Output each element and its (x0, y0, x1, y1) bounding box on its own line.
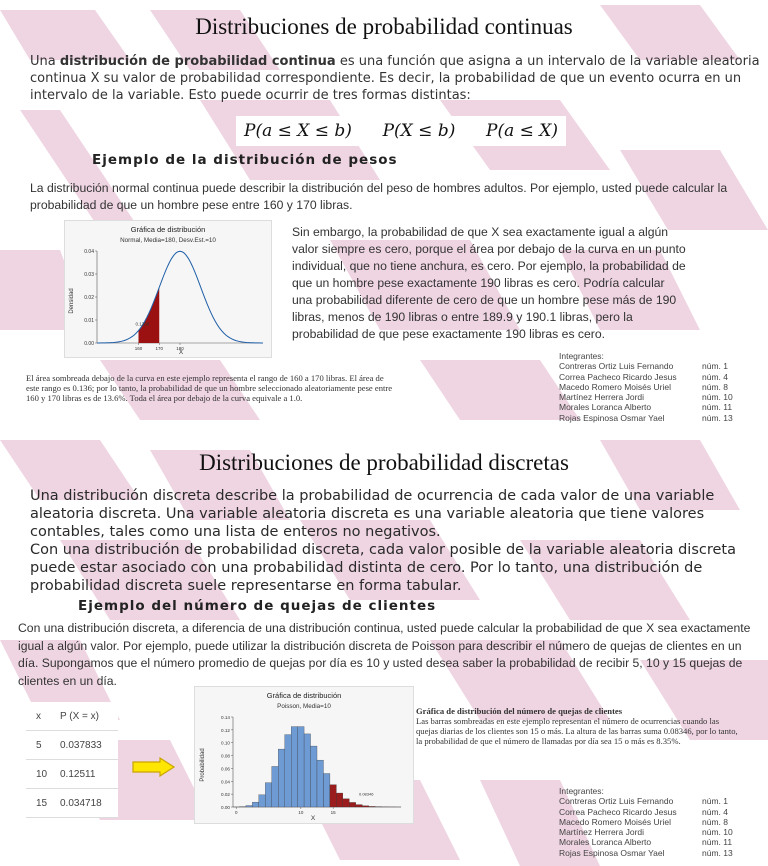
table-cell: 0.037833 (59, 731, 118, 760)
intro-text-end: es una función que asigna a un intervalo de la variable aleatoria continua X su valor de probabilidad correspondiente. Es decir, la probabilidad de que un evento ocurra en un intervalo de la variable. Esto puede ocurrir de tres formas distintas: (30, 54, 760, 103)
team-member (559, 817, 759, 827)
x-tick-label: 0 (234, 810, 238, 815)
bar (317, 760, 323, 807)
chart-subtitle: Poisson, Media=10 (277, 703, 331, 710)
team-member (559, 382, 759, 392)
member-name: Martínez Herrera Jordi (559, 392, 645, 403)
member-name: Macedo Romero Moisés Uriel (559, 381, 671, 392)
table-header: x (26, 702, 59, 731)
y-tick-label: 0.02 (84, 295, 94, 301)
member-name: Contreras Ortiz Luis Fernando (559, 361, 674, 372)
bar (330, 785, 336, 807)
bar (278, 749, 284, 807)
density-curve (97, 251, 263, 343)
y-tick-label: 0.04 (84, 249, 94, 255)
member-name: Morales Loranca Alberto (559, 837, 652, 848)
bar (272, 766, 278, 807)
member-number: núm. 11 (702, 402, 733, 413)
member-number: núm. 8 (702, 816, 728, 827)
table-row (26, 731, 118, 760)
section1-intro (30, 53, 765, 104)
poisson-chart (195, 687, 413, 823)
bar (304, 734, 310, 807)
table-cell: 10 (26, 760, 59, 789)
x-tick-label: 160 (134, 346, 143, 351)
y-axis-label: Densidad (69, 288, 75, 314)
bar (362, 806, 368, 807)
intro-bold-term: distribución de probabilidad continua (59, 54, 336, 69)
table-cell: 15 (26, 789, 59, 818)
table-cell: 0.12511 (59, 760, 118, 789)
section2-intro-1: Una distribución discreta describe la probabilidad de ocurrencia de cada valor de una variable aleatoria discreta. Una variable aleatoria discreta es una variable aleatoria que tiene valores contables, tales como una lista de enteros no negativos. (30, 488, 715, 540)
x-tick-label: 170 (155, 346, 164, 351)
team-list-1 (559, 351, 759, 423)
team-label: Integrantes: (559, 351, 604, 361)
side-explanation: Sin embargo, la probabilidad de que X sea exactamente igual a algún valor siempre es cero, porque el área por debajo de la curva en un punto individual, que no tiene anchura, es cero. Por ejemplo, la probabilidad de que un hombre pese exactamente 190 libras es cero. Podría calcular una probabilidad diferente de cero de que un hombre pese más de 190 libras, menos de 190 libras o entre 189.9 y 190.1 libras, pero la probabilidad de que pese exactamente 190 libras es cero. (292, 225, 686, 341)
chart-subtitle: Normal, Media=180, Desv.Est.=10 (120, 237, 216, 244)
y-tick-label: 0.10 (221, 740, 230, 746)
member-name: Contreras Ortiz Luis Fernando (559, 796, 674, 807)
section1-title: Distribuciones de probabilidad continuas (195, 14, 573, 39)
y-tick-label: 0.06 (221, 766, 230, 772)
team-member (559, 796, 759, 806)
arrow-right-icon (132, 757, 176, 777)
table-header: P (X = x) (59, 702, 118, 731)
y-tick-label: 0.00 (221, 805, 230, 810)
y-tick-label: 0.01 (84, 318, 94, 324)
poisson-chart-panel (194, 686, 414, 824)
member-number: núm. 11 (702, 837, 733, 848)
normal-caption: El área sombreada debajo de la curva en este ejemplo representa el rango de 160 a 170 libras. El área de este rango es 0.136; por lo tanto, la probabilidad de que un hombre seleccionado aleatoriamente pese entre 160 y 170 libras es de 13.6%. Toda el área por debajo de la curva equivale a 1.0. (26, 373, 393, 403)
probability-table (26, 702, 118, 818)
example1-heading: Ejemplo de la distribución de pesos (92, 152, 398, 168)
team-member (559, 837, 759, 847)
bar (259, 795, 265, 807)
team-member (559, 361, 759, 371)
team-member (559, 402, 759, 412)
example1-text: La distribución normal continua puede describir la distribución del peso de hombres adultos. Por ejemplo, usted puede calcular la probabilidad de que un hombre pese entre 160 y 170 libras. (30, 181, 728, 212)
member-number: núm. 4 (702, 806, 728, 817)
bar (336, 793, 342, 807)
bar (252, 802, 258, 807)
y-tick-label: 0.03 (84, 272, 94, 278)
member-name: Correa Pacheco Ricardo Jesus (559, 371, 677, 382)
table-row (26, 760, 118, 789)
bar (246, 806, 252, 807)
member-number: núm. 1 (702, 361, 728, 372)
member-number: núm. 10 (702, 827, 733, 838)
table-header-row (26, 702, 118, 731)
formula-1: P(a ≤ X ≤ b) (244, 121, 352, 141)
team-member (559, 413, 759, 423)
example2-heading: Ejemplo del número de quejas de clientes (78, 598, 437, 614)
chart-title: Gráfica de distribución (130, 225, 206, 234)
y-tick-label: 0.08 (221, 753, 230, 759)
x-axis-label: X (310, 815, 316, 822)
formula-2: P(X ≤ b) (382, 121, 456, 141)
team-list-2 (559, 786, 759, 858)
chart-title: Gráfica de distribución (266, 691, 342, 700)
formula-box (236, 116, 566, 146)
team-member (559, 848, 759, 858)
poisson-caption (416, 706, 741, 746)
member-name: Macedo Romero Moisés Uriel (559, 816, 671, 827)
poisson-caption-body: Las barras sombreadas en este ejemplo representan el número de ocurrencias cuando las quejas diarias de los clientes son 15 o más. La altura de las barras suma 0.08346, por lo tanto, la probabilidad de que el número de llamadas por día sea 15 o más es 8.35%. (416, 716, 738, 746)
bar (265, 783, 271, 807)
bar (311, 746, 317, 807)
member-number: núm. 10 (702, 392, 733, 403)
table-row (26, 789, 118, 818)
member-name: Rojas Espinosa Osmar Yael (559, 847, 665, 858)
y-tick-label: 0.00 (84, 341, 94, 347)
probability-table-wrap (26, 702, 118, 818)
bar (285, 735, 291, 807)
y-tick-label: 0.02 (221, 792, 230, 798)
poisson-caption-title: Gráfica de distribución del número de quejas de clientes (416, 706, 623, 716)
shaded-area-label: 0.1359 (135, 321, 150, 327)
team-member (559, 827, 759, 837)
member-name: Martínez Herrera Jordi (559, 827, 645, 838)
y-tick-label: 0.04 (221, 779, 230, 785)
bar (369, 806, 375, 807)
bar (349, 802, 355, 807)
table-cell: 5 (26, 731, 59, 760)
intro-text-start: Una (30, 54, 60, 69)
member-number: núm. 1 (702, 796, 728, 807)
team-label: Integrantes: (559, 786, 604, 796)
shaded-sum-label: 0.08346 (359, 791, 374, 797)
member-name: Morales Loranca Alberto (559, 402, 652, 413)
x-tick-label: 180 (176, 346, 184, 351)
bar (298, 727, 304, 807)
example2-text: Con una distribución discreta, a diferencia de una distribución continua, usted puede calcular la probabilidad de que X sea exactamente igual a algún valor. Por ejemplo, puede utilizar la distribución discreta de Poisson para describir el número de quejas de clientes en un día. Supongamos que el número promedio de quejas por día es 10 y usted desea saber la probabilidad de recibir 5, 10 y 15 quejas de clientes en un día. (18, 621, 751, 688)
x-axis-label: X (178, 349, 184, 356)
member-name: Rojas Espinosa Osmar Yael (559, 412, 665, 423)
y-axis-label: Probabilidad (200, 748, 206, 782)
member-number: núm. 13 (702, 412, 733, 423)
normal-chart-panel (64, 220, 272, 358)
section2-title: Distribuciones de probabilidad discretas (199, 450, 569, 475)
y-tick-label: 0.14 (221, 715, 230, 720)
team-member (559, 807, 759, 817)
member-name: Correa Pacheco Ricardo Jesus (559, 806, 677, 817)
member-number: núm. 13 (702, 847, 733, 858)
bar (356, 805, 362, 807)
x-tick-label: 10 (298, 810, 304, 815)
normal-chart (65, 221, 271, 357)
bar (343, 799, 349, 807)
bar (323, 774, 329, 807)
table-cell: 0.034718 (59, 789, 118, 818)
x-tick-label: 15 (330, 810, 336, 815)
team-member (559, 372, 759, 382)
section2-intro-2: Con una distribución de probabilidad discreta, cada valor posible de la variable aleatoria discreta puede estar asociado con una probabilidad distinta de cero. Por lo tanto, una distribución de probabilidad discreta suele representarse en forma tabular. (30, 542, 736, 594)
section2-intro (30, 487, 765, 595)
team-member (559, 392, 759, 402)
formula-3: P(a ≤ X) (486, 121, 558, 141)
member-number: núm. 4 (702, 371, 728, 382)
y-tick-label: 0.12 (221, 727, 230, 733)
bar (291, 727, 297, 807)
member-number: núm. 8 (702, 381, 728, 392)
